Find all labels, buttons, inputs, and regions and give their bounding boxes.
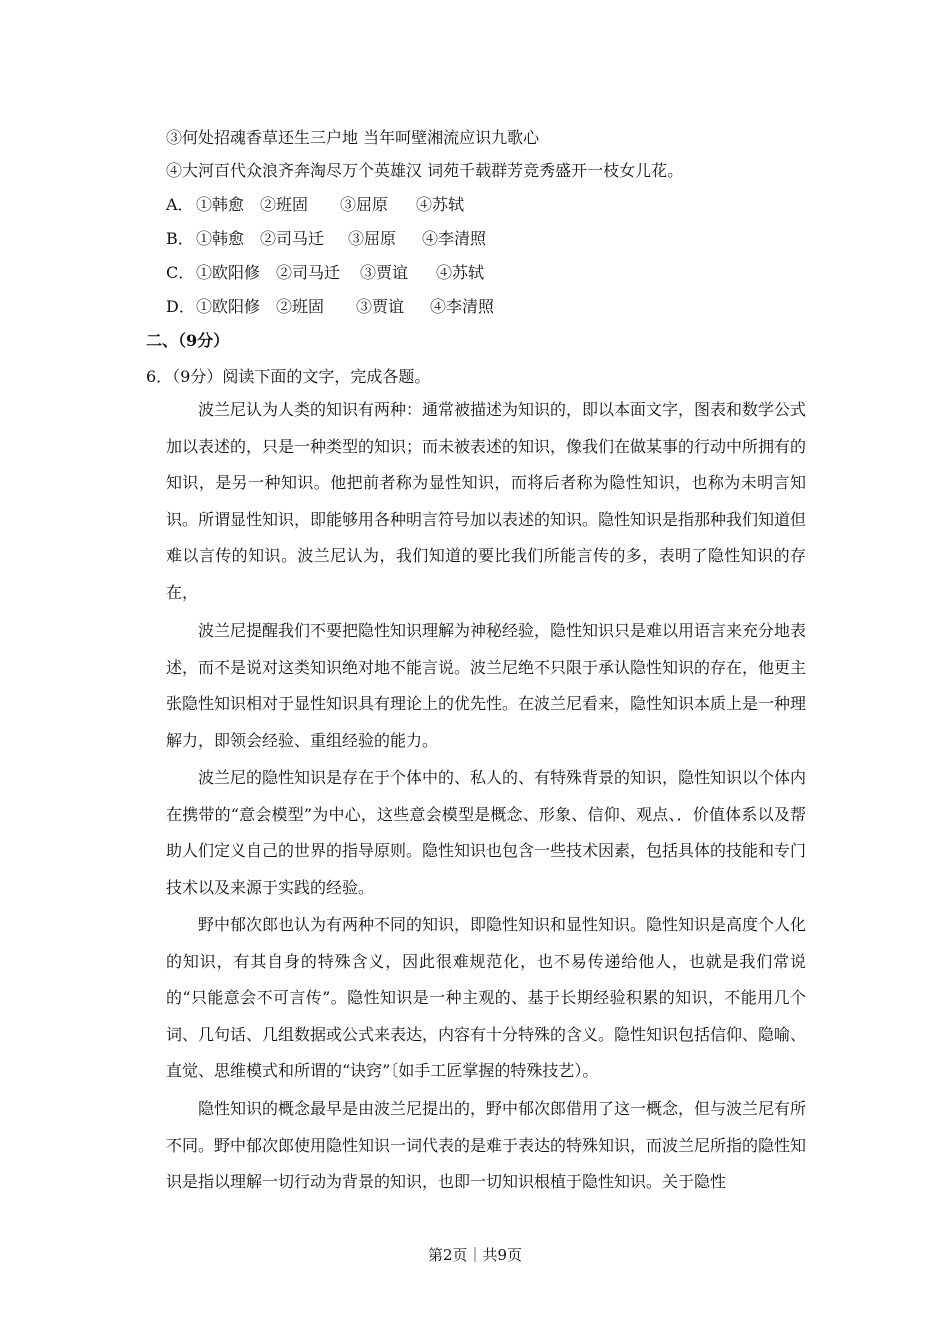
option-a xyxy=(166,194,464,216)
passage-paragraph: 隐性知识的概念最早是由波兰尼提出的，野中郁次郎借用了这一概念，但与波兰尼有所不同。野中郁次郎使用隐性知识一词代表的是难于表达的特殊知识，而波兰尼所指的隐性知识是指以理解一切行动为背景的知识，也即一切知识根植于隐性知识。关于隐性 xyxy=(166,1099,807,1192)
option-b xyxy=(166,228,486,250)
poem-line-3: ③何处招魂香草还生三户地 当年呵壁湘流应识九歌心 xyxy=(166,128,540,147)
option-letter: A． xyxy=(166,195,194,214)
option-item: ④苏轼 xyxy=(416,195,465,214)
page-footer: 第2页｜共9页 xyxy=(427,1246,523,1264)
option-item: ①韩愈 xyxy=(196,195,245,214)
option-item: ②班固 xyxy=(276,297,325,316)
passage-paragraph: 波兰尼提醒我们不要把隐性知识理解为神秘经验，隐性知识只是难以用语言来充分地表述，而不是说对这类知识绝对地不能言说。波兰尼绝不只限于承认隐性知识的存在，他更主张隐性知识相对于显性知识具有理论上的优先性。在波兰尼看来，隐性知识本质上是一种理解力，即领会经验、重组经验的能力。 xyxy=(166,621,807,750)
option-c xyxy=(166,262,484,284)
option-item: ②班固 xyxy=(260,195,309,214)
question-stem: 6．（9分）阅读下面的文字，完成各题。 xyxy=(146,367,431,386)
option-item: ④苏轼 xyxy=(436,263,485,282)
option-item: ③屈原 xyxy=(348,229,397,248)
option-d xyxy=(166,296,494,318)
option-item: ④李清照 xyxy=(422,229,487,248)
passage-paragraph: 野中郁次郎也认为有两种不同的知识，即隐性知识和显性知识。隐性知识是高度个人化的知识，有其自身的特殊含义，因此很难规范化，也不易传递给他人，也就是我们常说的“只能意会不可言传”。隐性知识是一种主观的、基于长期经验积累的知识，不能用几个词、几句话、几组数据或公式来表达，内容有十分特殊的含义。隐性知识包括信仰、隐喻、直觉、思维模式和所谓的“诀窍”〔如手工匠掌握的特殊技艺）。 xyxy=(166,915,807,1081)
poem-line-4: ④大河百代众浪齐奔淘尽万个英雄汉 词苑千载群芳竞秀盛开一枝女儿花。 xyxy=(166,161,684,180)
option-item: ③贾谊 xyxy=(360,263,409,282)
option-item: ③贾谊 xyxy=(356,297,405,316)
option-item: ②司马迁 xyxy=(276,263,341,282)
option-item: ①欧阳修 xyxy=(196,263,261,282)
option-letter: B． xyxy=(166,229,194,248)
option-item: ③屈原 xyxy=(340,195,389,214)
passage-paragraph: 波兰尼的隐性知识是存在于个体中的、私人的、有特殊背景的知识，隐性知识以个体内在携带的“意会模型”为中心，这些意会模型是概念、形象、信仰、观点、．价值体系以及帮助人们定义自己的世界的指导原则。隐性知识也包含一些技术因素，包括具体的技能和专门技术以及来源于实践的经验。 xyxy=(166,768,807,897)
option-letter: C． xyxy=(166,263,195,282)
option-letter: D． xyxy=(166,297,195,316)
option-item: ①欧阳修 xyxy=(196,297,261,316)
passage-paragraph: 波兰尼认为人类的知识有两种：通常被描述为知识的，即以本面文字，图表和数学公式加以表述的，只是一种类型的知识；而未被表述的知识，像我们在做某事的行动中所拥有的知识，是另一种知识。他把前者称为显性知识，而将后者称为隐性知识，也称为未明言知识。所谓显性知识，即能够用各种明言符号加以表述的知识。隐性知识是指那种我们知道但难以言传的知识。波兰尼认为，我们知道的要比我们所能言传的多，表明了隐性知识的存在， xyxy=(166,400,807,602)
option-item: ②司马迁 xyxy=(260,229,325,248)
section-title: 二、（9分） xyxy=(146,331,230,350)
option-item: ①韩愈 xyxy=(196,229,245,248)
option-item: ④李清照 xyxy=(430,297,495,316)
